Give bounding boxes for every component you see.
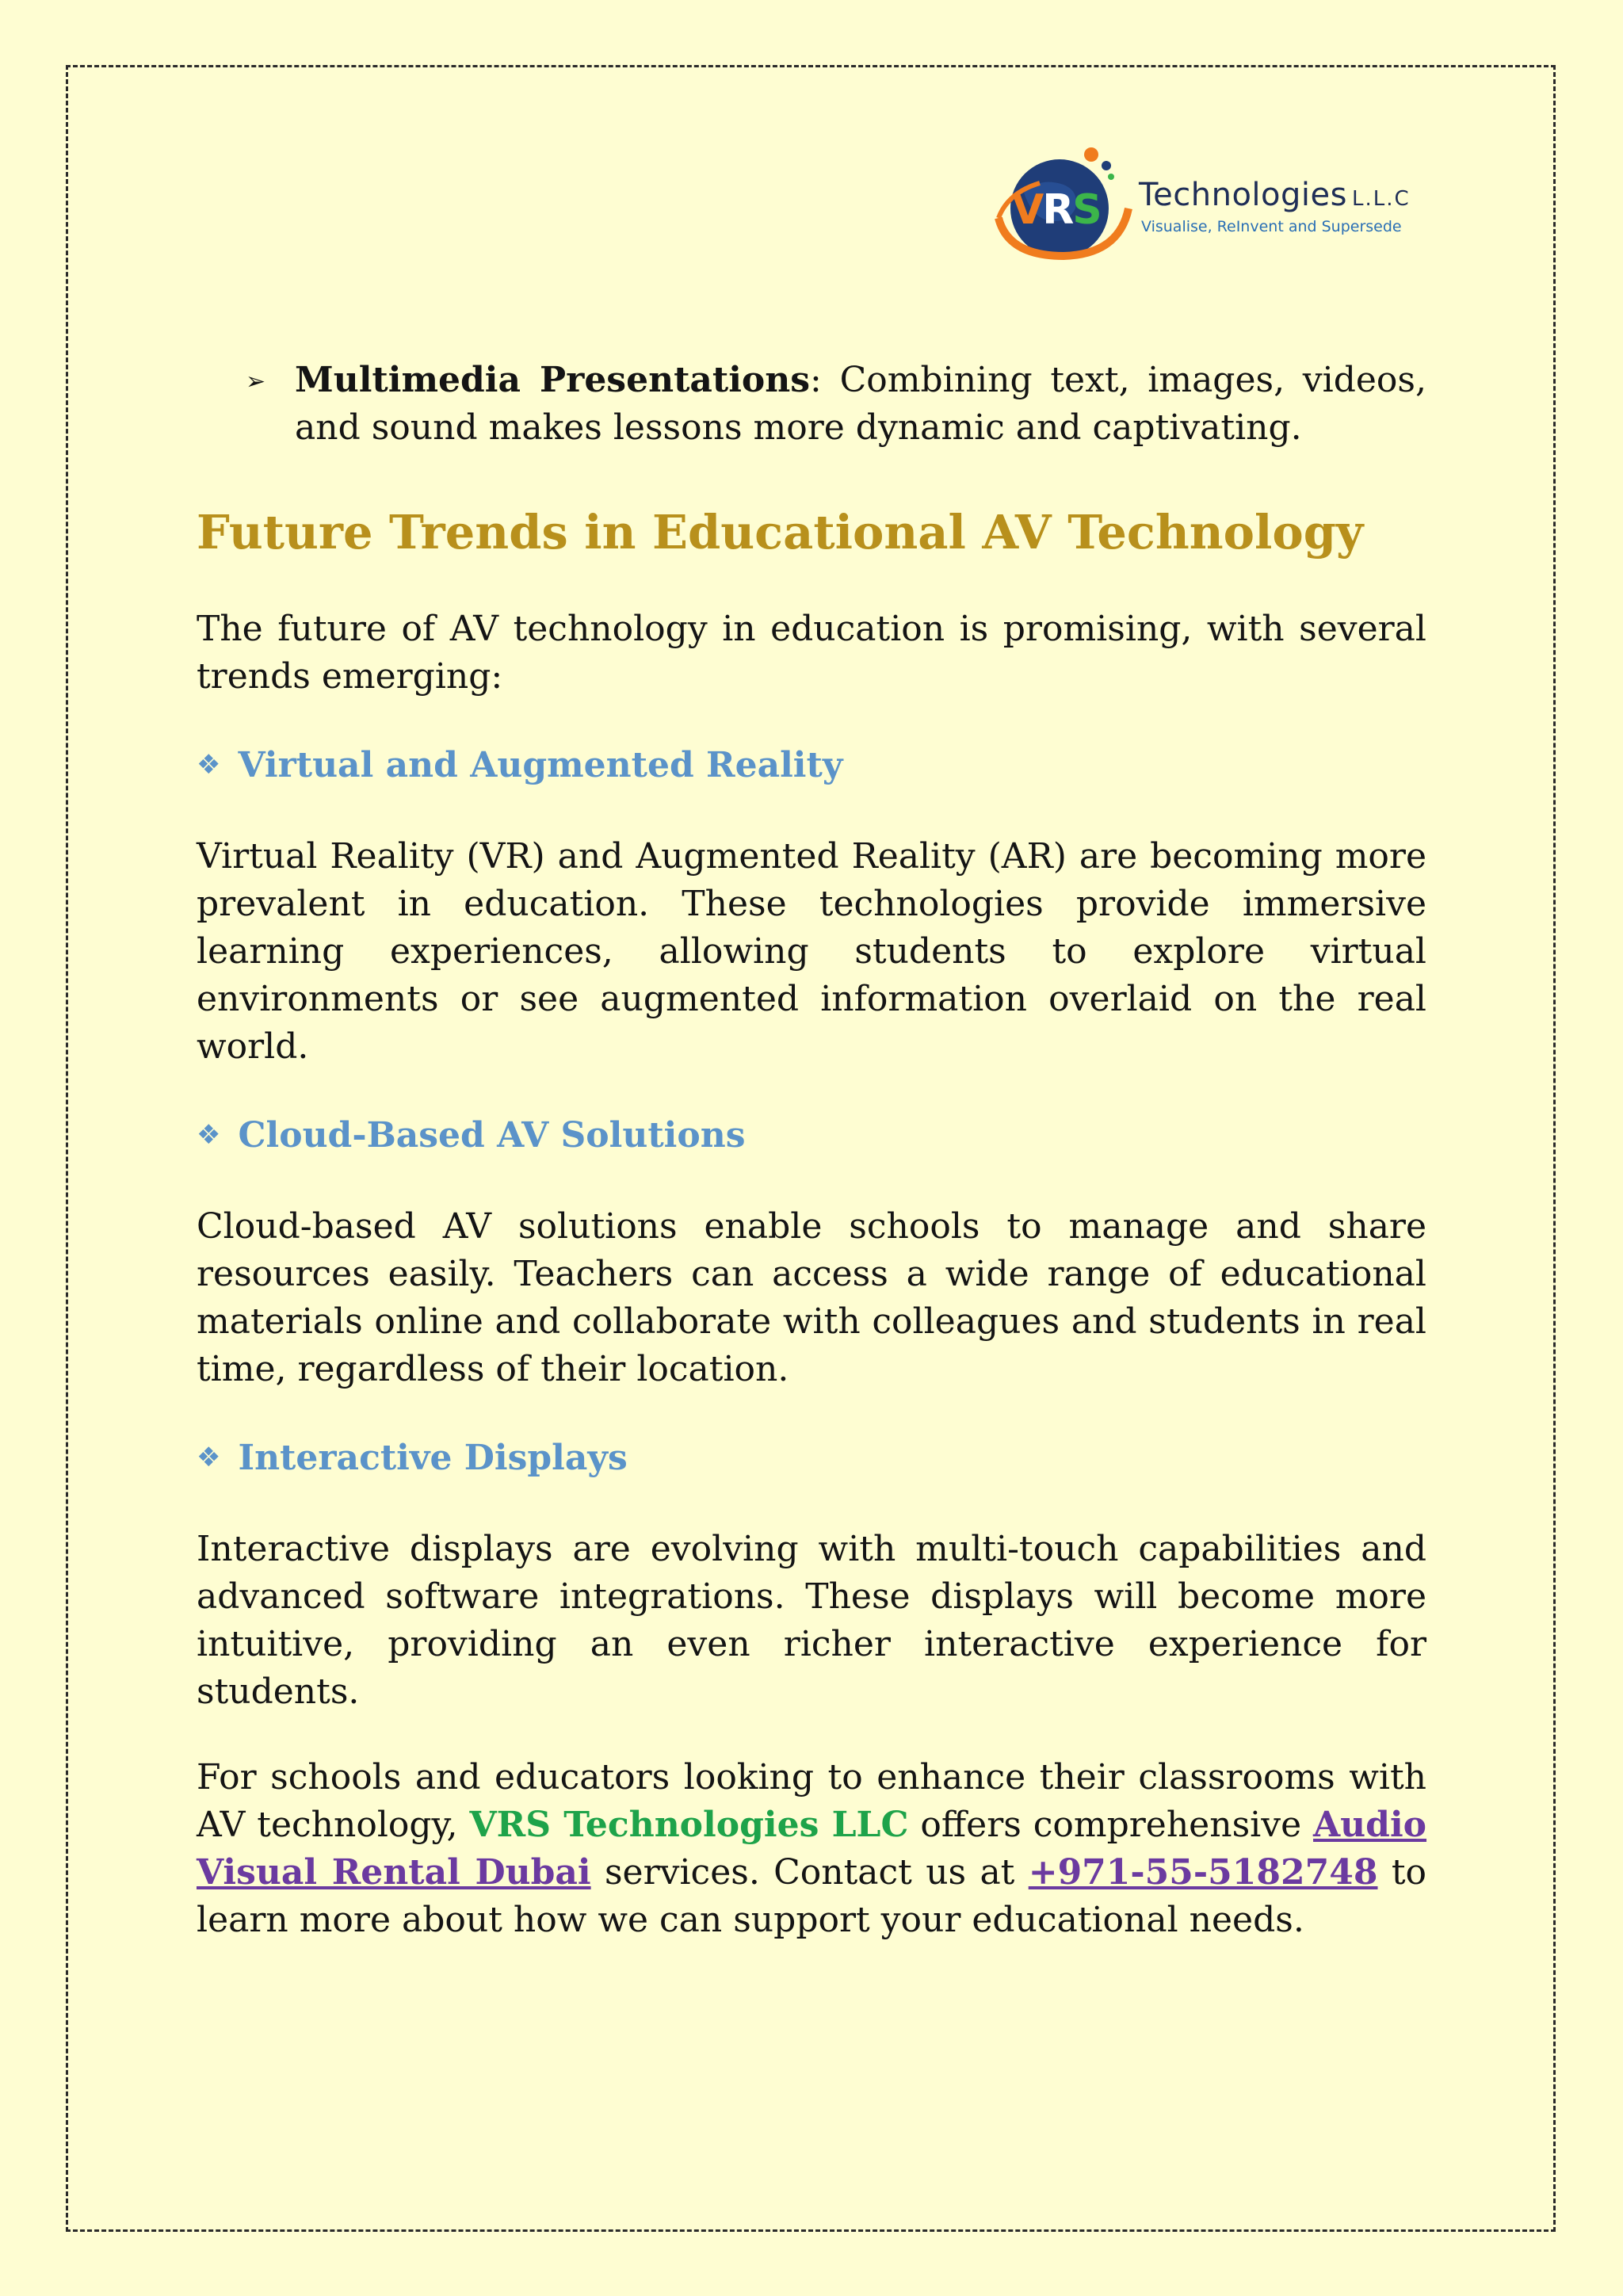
document-content bbox=[197, 357, 1426, 1944]
paragraph-cloud-based-av: Cloud-based AV solutions enable schools to manage and share resources easily. Teachers can access a wide range of educational materials online and collaborate with colleagues and students in real time, regardless of their location. bbox=[197, 1206, 1426, 1389]
intro-paragraph: The future of AV technology in education is promising, with several trends emerging: bbox=[197, 609, 1426, 697]
diamond-bullet-icon: ❖ bbox=[197, 749, 221, 781]
bullet-item-multimedia bbox=[197, 357, 1426, 452]
logo-tagline: Visualise, ReInvent and Supersede bbox=[1141, 218, 1402, 235]
arrow-bullet-icon: ➢ bbox=[246, 368, 266, 395]
paragraph-interactive-displays: Interactive displays are evolving with multi-touch capabilities and advanced software integrations. These displays will become more intuitive, providing an even richer interactive experience for students. bbox=[197, 1529, 1426, 1712]
paragraph-virtual-augmented-reality: Virtual Reality (VR) and Augmented Reality (AR) are becoming more prevalent in education. These technologies provide immersive learning experiences, allowing students to explore virtual environments or see augmented information overlaid on the real world. bbox=[197, 836, 1426, 1067]
diamond-bullet-icon: ❖ bbox=[197, 1119, 221, 1151]
closing-paragraph: For schools and educators looking to enhance their classrooms with AV technology, VRS Technologies LLC offers comprehensive Audio Visual Rental Dubai services. Contact us at +971-55-5182748 to learn more about how we can support your educational needs. bbox=[197, 1757, 1427, 1940]
bullet-term: Multimedia Presentations bbox=[295, 360, 811, 400]
diamond-bullet-icon: ❖ bbox=[197, 1442, 221, 1473]
brand-name: VRS Technologies LLC bbox=[469, 1805, 909, 1845]
subheading-interactive-displays: ❖ Interactive Displays bbox=[197, 1438, 628, 1478]
vrs-logo bbox=[992, 145, 1436, 284]
subheading-virtual-augmented-reality: ❖ Virtual and Augmented Reality bbox=[197, 745, 843, 785]
logo-letters: VRS bbox=[1012, 186, 1101, 234]
subheading-cloud-based-av: ❖ Cloud-Based AV Solutions bbox=[197, 1115, 746, 1156]
audio-visual-rental-link[interactable]: Audio Visual Rental Dubai bbox=[197, 1805, 1427, 1893]
section-heading: Future Trends in Educational AV Technology bbox=[197, 505, 1364, 560]
bullet-text: : Combining text, images, videos, and sound makes lessons more dynamic and captivating. bbox=[295, 360, 1426, 448]
phone-link[interactable]: +971-55-5182748 bbox=[1028, 1852, 1378, 1893]
logo-name: Technologies L.L.C bbox=[1139, 177, 1411, 213]
